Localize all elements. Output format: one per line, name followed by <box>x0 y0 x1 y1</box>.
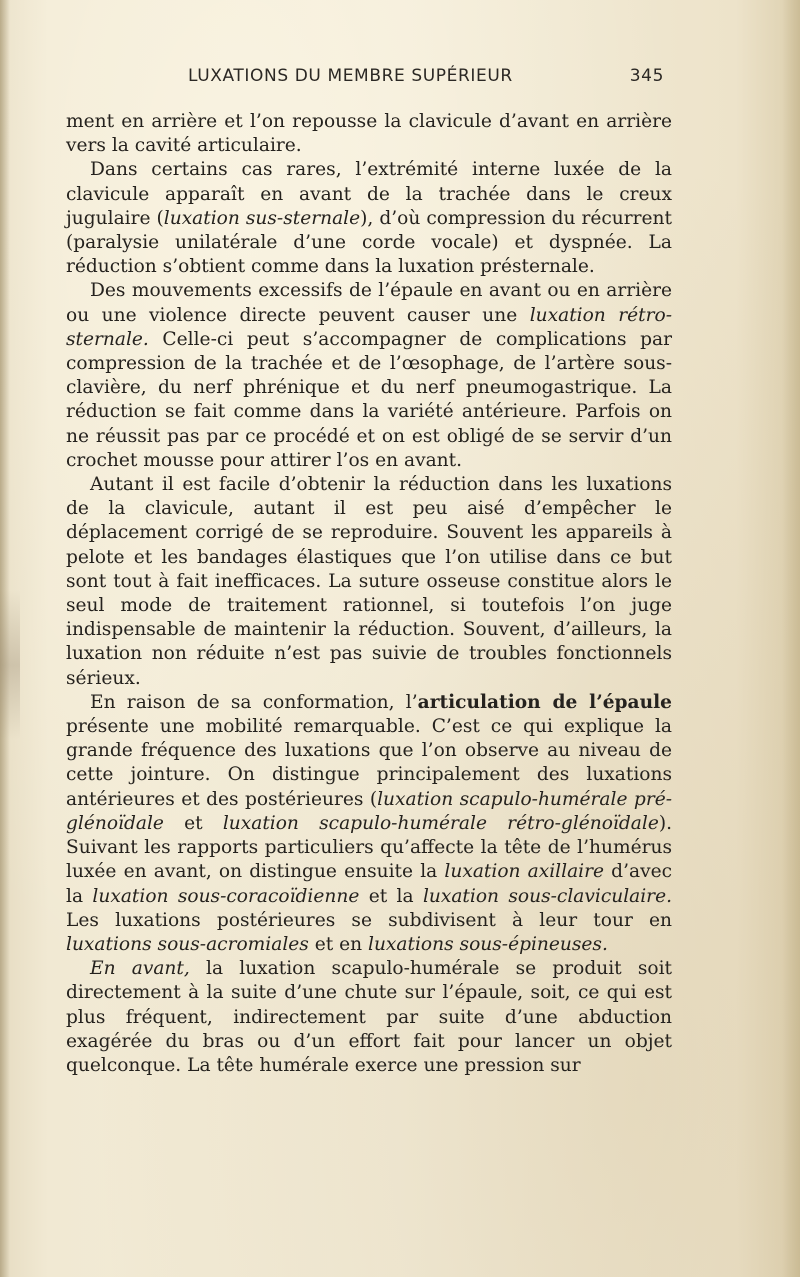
page-edge-shadow <box>782 0 800 1277</box>
body-text <box>66 110 672 1078</box>
text-run: et <box>163 812 223 834</box>
running-title: LUXATIONS DU MEMBRE SUPÉRIEUR <box>188 66 513 86</box>
paragraph <box>66 110 672 158</box>
text-run: la luxation scapulo-humérale se produit soit directement à la suite d’une chute sur l’épaule, soit, ce qui est plus fréquent, indirectement par suite d’une abduction exagérée du bras ou d’un effort fait pour lancer un objet quelconque. La tête humérale exerce une pression sur <box>66 958 672 1076</box>
text-run: présente une mobilité remarquable. C’est ce qui explique la grande fréquence des luxations que l’on observe au niveau de cette jointure. On distingue principalement des luxations antérieures et des postérieures ( <box>66 716 672 810</box>
italic-term: luxation scapulo-humérale rétro-glénoïdale <box>222 812 659 834</box>
paragraph <box>66 957 672 1078</box>
text-run: Les luxations postérieures se subdivisent à leur tour en <box>66 909 672 931</box>
italic-term: luxations sous-épineuses. <box>368 933 608 955</box>
text-run: ). Suivant les rapports particuliers qu’affecte la tête de l’humérus luxée en avant, on distingue ensuite la <box>66 812 672 883</box>
italic-term: luxation sous-claviculaire. <box>422 885 672 907</box>
italic-term: luxation scapulo-humérale pré-glénoïdale <box>66 788 672 834</box>
text-run: Celle-ci peut s’accompagner de complications par compression de la trachée et de l’œsophage, de l’artère sous-clavière, du nerf phrénique et du nerf pneumogastrique. La réduction se fait comme dans la variété antérieure. Parfois on ne réussit pas par ce procédé et on est obligé de se servir d’un crochet mousse pour attirer l’os en avant. <box>66 328 672 471</box>
page-smudge <box>0 590 20 740</box>
paragraph <box>66 158 672 279</box>
text-run: ), d’où compression du récurrent (paralysie unilatérale d’une corde vocale) et dyspnée. La réduction s’obtient comme dans la luxation présternale. <box>66 207 672 278</box>
italic-term: luxation axillaire <box>444 861 604 883</box>
page-header <box>66 66 672 96</box>
paragraph <box>66 473 672 691</box>
text-run: et en <box>308 933 368 955</box>
italic-term: luxation sous-coracoïdienne <box>92 885 360 907</box>
italic-term: luxations sous-acromiales <box>66 933 309 955</box>
paragraph <box>66 691 672 957</box>
italic-term: luxation rétro-sternale. <box>66 304 672 350</box>
text-run: En raison de sa conformation, l’ <box>90 691 418 713</box>
text-run: Dans certains cas rares, l’extrémité interne luxée de la clavicule apparaît en avant de la trachée dans le creux jugulaire ( <box>66 159 672 229</box>
paragraph <box>66 279 672 473</box>
italic-term: luxation sus-sternale <box>163 207 361 229</box>
italic-term: En avant, <box>90 958 190 980</box>
page-number: 345 <box>629 66 664 86</box>
text-run: ment en arrière et l’on repousse la clavicule d’avant en arrière vers la cavité articulaire. <box>66 111 672 157</box>
text-run: d’avec la <box>66 861 672 907</box>
text-run: Des mouvements excessifs de l’épaule en avant ou en arrière ou une violence directe peuvent causer une <box>66 280 672 326</box>
bold-term: articulation de l’épaule <box>417 691 672 713</box>
text-run: Autant il est facile d’obtenir la réduction dans les luxations de la clavicule, autant il est peu aisé d’empêcher le déplacement corrigé de se reproduire. Souvent les appareils à pelote et les bandages élastiques que l’on utilise dans ce but sont tout à fait inefficaces. La suture osseuse constitue alors le seul mode de traitement rationnel, si toutefois l’on juge indispensable de maintenir la réduction. Souvent, d’ailleurs, la luxation non réduite n’est pas suivie de troubles fonctionnels sérieux. <box>66 474 672 689</box>
text-run: et la <box>359 885 423 907</box>
